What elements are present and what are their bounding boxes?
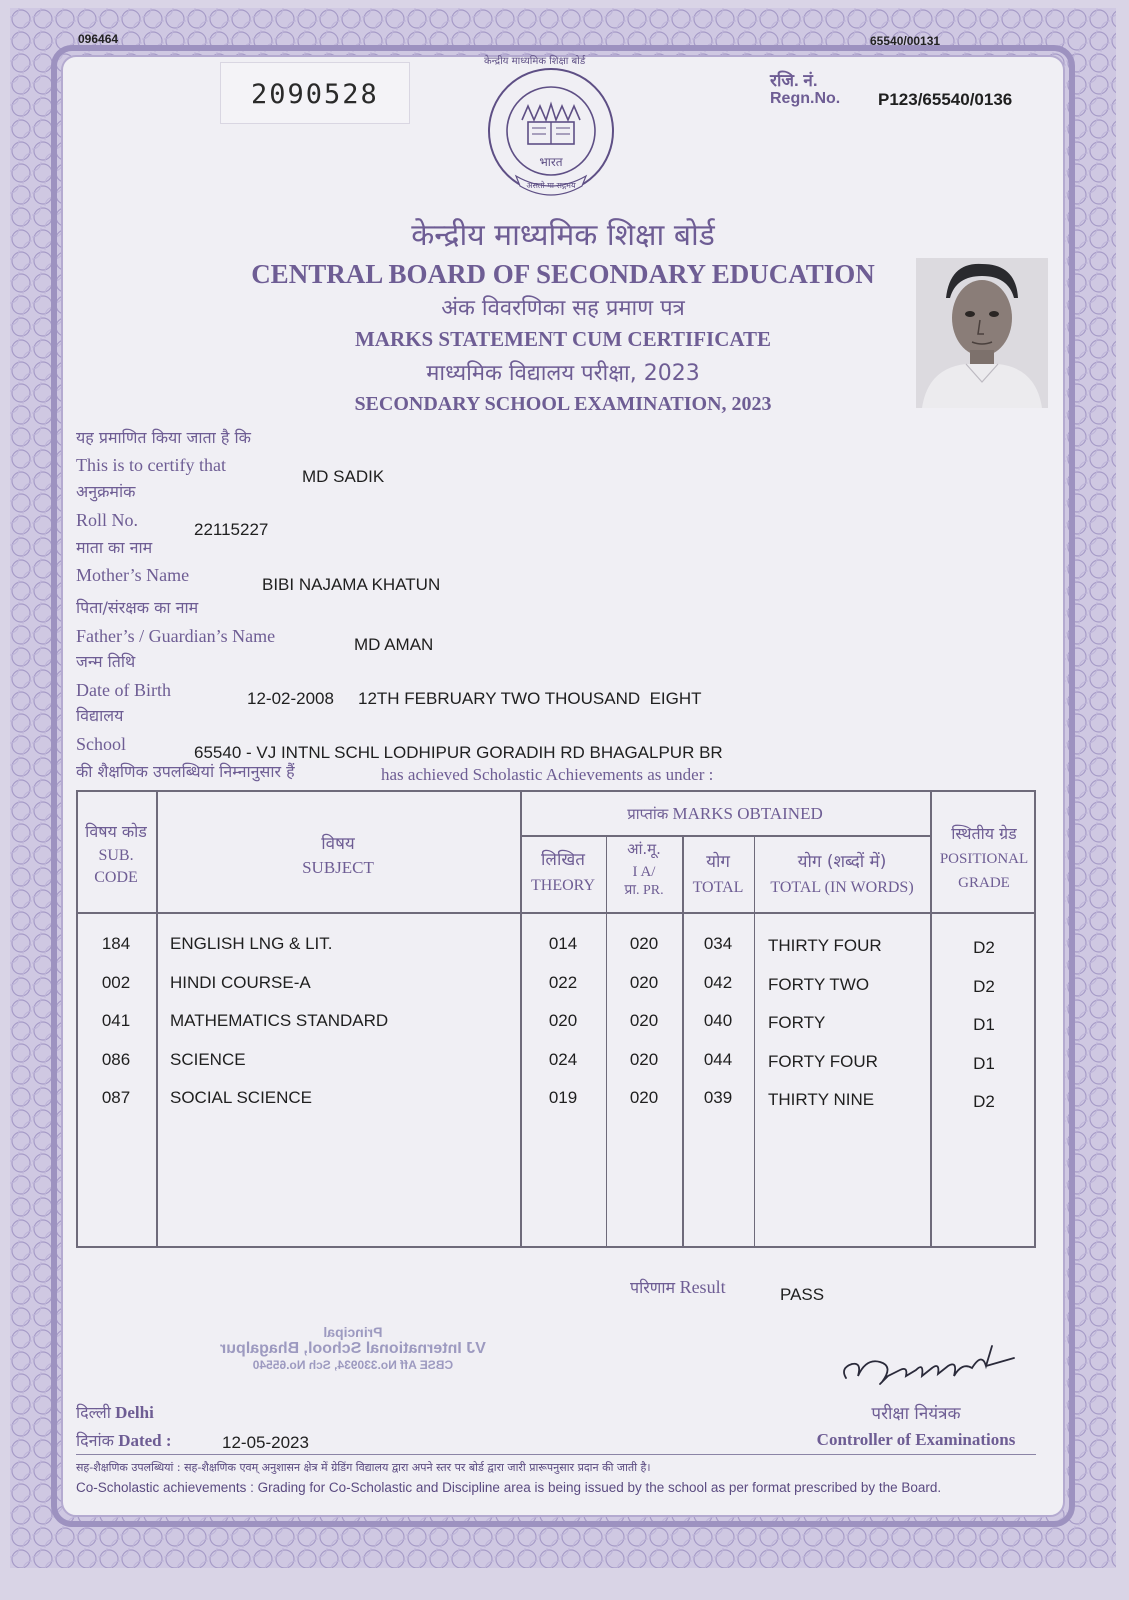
footnote-en: Co-Scholastic achievements : Grading for Co-Scholastic and Discipline area is being issued by the school as per format prescribed by the Board. [76, 1480, 942, 1495]
footnote-hi: सह-शैक्षणिक उपलब्धियां : सह-शैक्षणिक एवम् अनुशासन क्षेत्र में ग्रेडिंग विद्यालय द्वारा अपने स्तर पर बोर्ड द्वारा जारी प्रारूपनुसार प्रदान की जाती है। [76, 1461, 651, 1474]
cell-ia: 020 [629, 1011, 659, 1030]
cell-words: THIRTY NINE [768, 1090, 875, 1109]
certify-label-hi: यह प्रमाणित किया जाता है कि [76, 428, 251, 447]
cell-total: 034 [703, 934, 733, 953]
document-number: 2090528 [251, 79, 379, 110]
regn-label-en: Regn.No. [770, 90, 841, 107]
h-grade-en2: GRADE [958, 875, 1010, 891]
cell-grade: D2 [973, 976, 995, 996]
h-theory-en: THEORY [531, 877, 595, 894]
h-subject-hi: विषय [321, 834, 355, 854]
school-stamp [220, 1324, 486, 1372]
cell-theory: 020 [548, 1011, 578, 1030]
result-label [630, 1278, 726, 1296]
h-grade-en1: POSITIONAL [939, 851, 1029, 867]
school-label-hi: विद्यालय [76, 706, 124, 725]
cell-words: FORTY FOUR [768, 1051, 878, 1071]
regn-label-hi: रजि. नं. [770, 71, 818, 90]
serial-top-right: 65540/00131 [870, 34, 941, 48]
emblem-motto: असतो मा सद्गमय [526, 181, 576, 190]
dob-label-hi: जन्म तिथि [76, 652, 136, 671]
dated-value: 12-05-2023 [222, 1433, 309, 1452]
student-photo-image [916, 258, 1048, 408]
stamp-line1: Principal [323, 1324, 383, 1340]
stamp-line2: VJ International School, Bhagalpur [220, 1340, 486, 1357]
h-ia-en: I A/ [632, 864, 656, 880]
cell-code: 087 [101, 1088, 131, 1107]
roll-number: 22115227 [194, 520, 269, 539]
mother-name: BIBI NAJAMA KHATUN [262, 575, 441, 594]
cell-subject: HINDI COURSE-A [170, 972, 311, 992]
dated-label-en: Dated : [118, 1431, 172, 1450]
h-subject-en: SUBJECT [302, 858, 374, 877]
col-divider [682, 836, 684, 1248]
h-marks [520, 804, 930, 824]
board-title-en: CENTRAL BOARD OF SECONDARY EDUCATION [251, 259, 875, 289]
h-total-en: TOTAL [692, 879, 744, 896]
cell-subject: MATHEMATICS STANDARD [170, 1011, 389, 1030]
h-code-en1: SUB. [98, 847, 134, 864]
doc-title-hi: अंक विवरणिका सह प्रमाण पत्र [441, 296, 685, 321]
dob-value: 12-02-2008 [247, 689, 334, 708]
school-label-en: School [76, 734, 127, 754]
cbse-emblem [484, 56, 618, 204]
cell-grade: D2 [973, 938, 995, 957]
certificate-sheet [10, 8, 1116, 1568]
cell-theory: 014 [548, 934, 578, 953]
cell-theory: 024 [548, 1049, 578, 1069]
exam-title-en: SECONDARY SCHOOL EXAMINATION, 2023 [354, 393, 772, 415]
emblem-center-text: भारत [539, 155, 563, 169]
cell-total: 044 [703, 1049, 733, 1069]
h-code-hi: विषय कोड [85, 822, 147, 841]
emblem-ring-text: केन्द्रीय माध्यमिक शिक्षा बोर्ड [484, 56, 586, 67]
result-value: PASS [780, 1285, 825, 1304]
dated-label-hi: दिनांक [76, 1431, 114, 1450]
mother-label-hi: माता का नाम [76, 538, 153, 557]
cell-ia: 020 [629, 972, 659, 992]
cell-code: 086 [101, 1049, 131, 1069]
cell-words: FORTY [768, 1013, 826, 1032]
cell-subject: ENGLISH LNG & LIT. [170, 934, 333, 953]
h-words-hi: योग (शब्दों में) [797, 852, 887, 872]
student-photo [916, 258, 1048, 408]
doc-title-en: MARKS STATEMENT CUM CERTIFICATE [354, 327, 771, 351]
student-name: MD SADIK [302, 467, 385, 486]
certify-label-en: This is to certify that [76, 455, 226, 475]
h-marks-en: MARKS OBTAINED [672, 804, 823, 823]
h-marks-hi: प्राप्तांक [627, 805, 669, 823]
marks-subheader-divider [520, 835, 931, 837]
regn-number: P123/65540/0136 [878, 90, 1013, 109]
cell-total: 042 [703, 972, 733, 992]
h-words-en: TOTAL (IN WORDS) [770, 879, 914, 896]
place-en: Delhi [115, 1403, 154, 1422]
footnote-divider [76, 1454, 1036, 1455]
cell-ia: 020 [629, 1049, 659, 1069]
cell-grade: D1 [973, 1053, 995, 1073]
exam-title-hi: माध्यमिक विद्यालय परीक्षा, 2023 [426, 361, 700, 386]
cell-total: 040 [703, 1011, 733, 1030]
cell-grade: D1 [973, 1015, 995, 1034]
stamp-line3: CBSE Aff No.330934, Sch No.65540 [252, 1358, 454, 1372]
cell-ia: 020 [629, 934, 659, 953]
controller-signature [836, 1332, 1026, 1402]
cell-grade: D2 [973, 1092, 995, 1111]
serial-top-left: 096464 [78, 32, 119, 46]
cell-ia: 020 [629, 1088, 659, 1107]
cell-words: THIRTY FOUR [768, 936, 882, 955]
h-ia-pr: प्रा. PR. [624, 883, 664, 898]
achieve-label-en: has achieved Scholastic Achievements as under : [381, 765, 714, 784]
father-label-en: Father’s / Guardian’s Name [76, 626, 276, 646]
doc-number-box [220, 62, 410, 124]
cell-theory: 019 [548, 1088, 578, 1107]
school-name: 65540 - VJ INTNL SCHL LODHIPUR GORADIH RD BHAGALPUR BR [194, 743, 723, 762]
h-theory-hi: लिखित [541, 850, 585, 870]
h-total-hi: योग [706, 852, 730, 872]
cell-words: FORTY TWO [768, 974, 870, 994]
cell-code: 041 [101, 1011, 131, 1030]
cell-total: 039 [703, 1088, 733, 1107]
roll-label-hi: अनुक्रमांक [76, 482, 136, 501]
col-divider [754, 836, 755, 1248]
h-ia-hi: आं.मू. [627, 840, 661, 858]
h-grade-hi: स्थितीय ग्रेड [951, 824, 1017, 843]
cell-subject: SCIENCE [170, 1049, 246, 1069]
controller-en: Controller of Examinations [816, 1430, 1016, 1449]
result-label-en: Result [679, 1277, 726, 1297]
cell-subject: SOCIAL SCIENCE [170, 1088, 313, 1107]
table-header-divider [76, 912, 1036, 914]
place [76, 1404, 154, 1421]
dob-words: 12TH FEBRUARY TWO THOUSAND EIGHT [358, 689, 702, 708]
result-label-hi: परिणाम [630, 1278, 676, 1297]
roll-label-en: Roll No. [76, 510, 139, 530]
mother-label-en: Mother’s Name [76, 565, 190, 585]
achieve-label-hi: की शैक्षणिक उपलब्धियां निम्नानुसार हैं [76, 762, 295, 781]
cell-code: 002 [101, 972, 131, 992]
father-name: MD AMAN [354, 635, 434, 654]
place-hi: दिल्ली [76, 1403, 111, 1422]
h-code-en2: CODE [94, 869, 138, 886]
father-label-hi: पिता/संरक्षक का नाम [76, 598, 199, 617]
dob-label-en: Date of Birth [76, 680, 171, 700]
dated-label [76, 1432, 172, 1449]
board-title-hi: केन्द्रीय माध्यमिक शिक्षा बोर्ड [411, 218, 715, 253]
cell-code: 184 [101, 934, 131, 953]
controller-hi: परीक्षा नियंत्रक [871, 1404, 961, 1424]
cell-theory: 022 [548, 972, 578, 992]
